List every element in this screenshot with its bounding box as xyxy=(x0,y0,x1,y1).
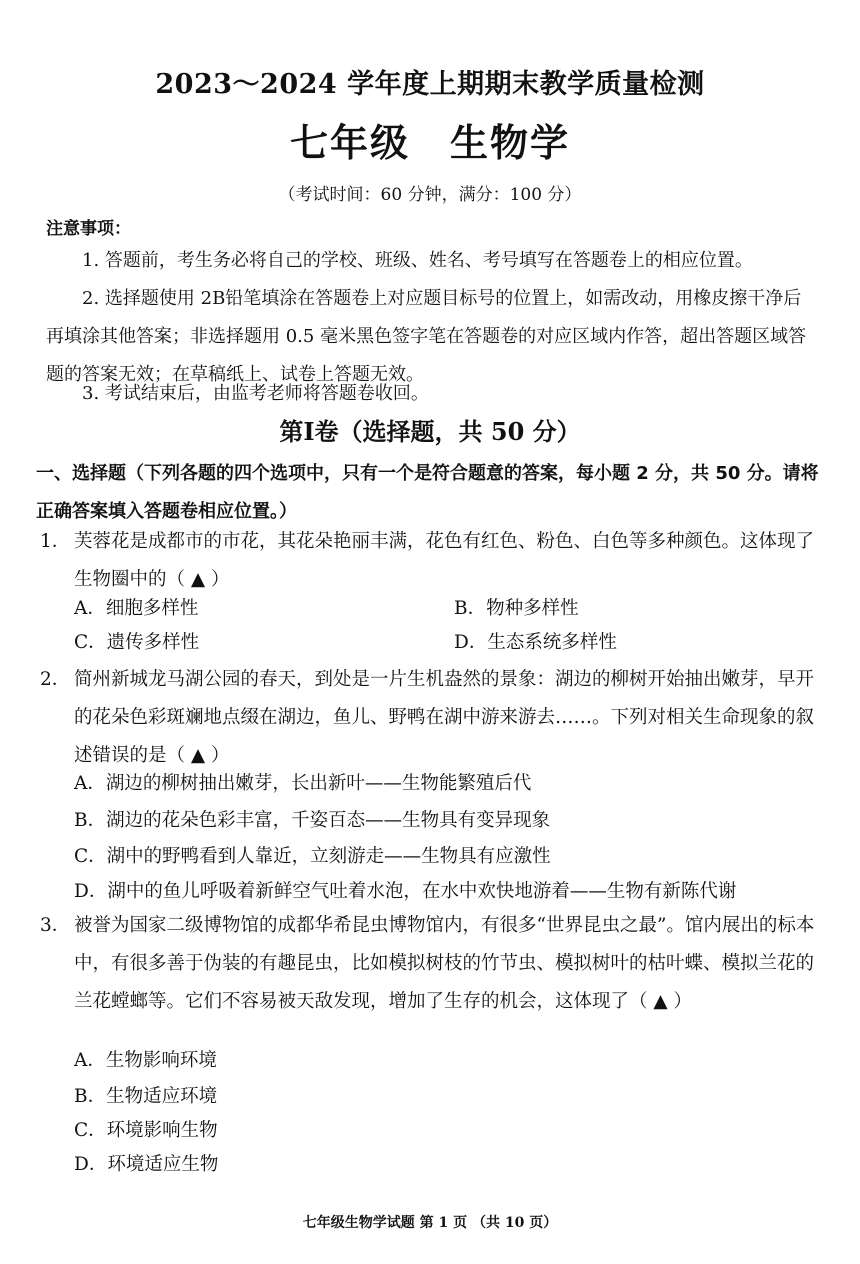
page-footer: 七年级生物学试题 第 1 页 （共 10 页） xyxy=(302,1215,558,1231)
option-d: D．环境适应生物 xyxy=(74,1154,219,1175)
option-c: C．环境影响生物 xyxy=(74,1120,218,1141)
question-2 xyxy=(40,661,830,775)
subject-title: 七年级 生物学 xyxy=(289,120,570,165)
question-number: 2． xyxy=(40,669,71,690)
option-a: A．湖边的柳树抽出嫩芽，长出新叶——生物能繁殖后代 xyxy=(74,773,532,794)
question-1 xyxy=(40,523,830,599)
section-title: 第I卷（选择题，共 50 分） xyxy=(279,417,581,446)
option-b: B．生物适应环境 xyxy=(74,1086,218,1107)
notice-item-2: 2. 选择题使用 2B铅笔填涂在答题卷上对应题目标号的位置上，如需改动，用橡皮擦干净后再填涂其他答案；非选择题用 0.5 毫米黑色签字笔在答题卷的对应区域内作答，超出答题区域答题的答案无效；在草稿纸上、试卷上答题无效。 xyxy=(46,288,807,385)
notice-item-1: 1. 答题前，考生务必将自己的学校、班级、姓名、考号填写在答题卷上的相应位置。 xyxy=(82,250,753,271)
notice-item-3: 3. 考试结束后，由监考老师将答题卷收回。 xyxy=(82,383,429,404)
notice-heading: 注意事项： xyxy=(46,219,131,239)
option-b: B．物种多样性 xyxy=(454,598,579,619)
exam-title: 2023～2024 学年度上期期末教学质量检测 xyxy=(155,69,705,100)
option-d: D．生态系统多样性 xyxy=(454,632,617,653)
question-stem: 芙蓉花是成都市的市花，其花朵艳丽丰满，花色有红色、粉色、白色等多种颜色。这体现了生物圈中的（ ▲ ） xyxy=(74,531,815,590)
question-number: 1． xyxy=(40,531,71,552)
question-number: 3． xyxy=(40,915,71,936)
question-3 xyxy=(40,907,830,1021)
exam-time-note: （考试时间：60 分钟，满分：100 分） xyxy=(278,185,582,205)
option-c: C．遗传多样性 xyxy=(74,632,200,653)
question-1-options-ab xyxy=(74,590,814,628)
part-one-instructions: 一、选择题（下列各题的四个选项中，只有一个是符合题意的答案，每小题 2 分，共 50 分。请将正确答案填入答题卷相应位置。） xyxy=(36,463,819,522)
option-b: B．湖边的花朵色彩丰富，千姿百态——生物具有变异现象 xyxy=(74,810,551,831)
question-stem: 被誉为国家二级博物馆的成都华希昆虫博物馆内，有很多“世界昆虫之最”。馆内展出的标本中，有很多善于伪装的有趣昆虫，比如模拟树枝的竹节虫、模拟树叶的枯叶蝶、模拟兰花的兰花螳螂等。它们不容易被天敌发现，增加了生存的机会，这体现了（ ▲ ） xyxy=(74,915,815,1012)
option-a: A．生物影响环境 xyxy=(74,1050,217,1071)
question-stem: 简州新城龙马湖公园的春天，到处是一片生机盎然的景象：湖边的柳树开始抽出嫩芽，早开的花朵色彩斑斓地点缀在湖边，鱼儿、野鸭在湖中游来游去……。下列对相关生命现象的叙述错误的是（ ▲ ） xyxy=(74,669,815,766)
option-c: C．湖中的野鸭看到人靠近，立刻游走——生物具有应激性 xyxy=(74,846,551,867)
question-1-options-cd xyxy=(74,624,814,662)
option-a: A．细胞多样性 xyxy=(74,598,199,619)
option-d: D．湖中的鱼儿呼吸着新鲜空气吐着水泡，在水中欢快地游着——生物有新陈代谢 xyxy=(74,881,737,902)
